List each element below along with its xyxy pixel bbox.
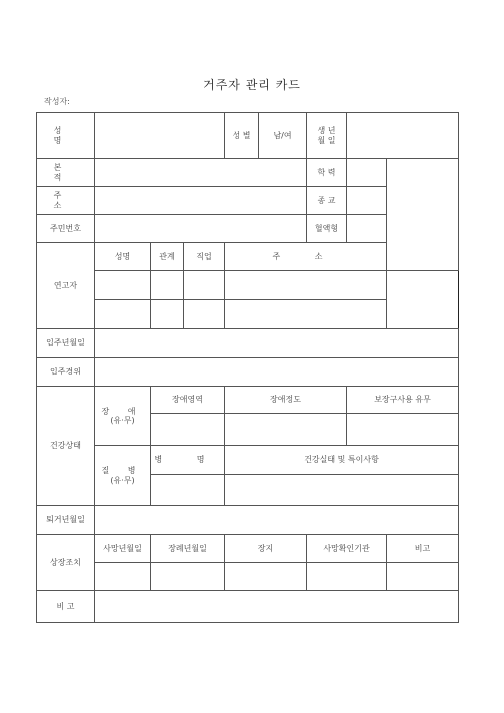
death-confirmation-input[interactable] <box>307 563 387 591</box>
disability-degree-header: 장애정도 <box>225 387 347 414</box>
death-date-input[interactable] <box>95 563 151 591</box>
admission-reason-label: 입주경위 <box>37 358 95 387</box>
guardian-2-job[interactable] <box>184 300 225 329</box>
resident-card-form <box>36 112 459 623</box>
birth-input[interactable] <box>347 113 459 159</box>
funeral-remarks-header: 비고 <box>387 535 459 563</box>
guardian-2-relation[interactable] <box>151 300 184 329</box>
disability-label-line1: 장 애 <box>101 406 144 416</box>
guardian-section-label: 연고자 <box>37 243 95 329</box>
guardian-1-relation[interactable] <box>151 271 184 300</box>
death-date-header: 사망년월일 <box>95 535 151 563</box>
guardian-1-name[interactable] <box>95 271 151 300</box>
disease-label-line2: (유·무) <box>110 475 135 485</box>
religion-label: 종 교 <box>307 187 347 215</box>
guardian-2-address[interactable] <box>225 300 387 329</box>
photo-box[interactable] <box>387 159 459 271</box>
assistive-device-header: 보장구사용 유무 <box>347 387 459 414</box>
disability-degree-input[interactable] <box>225 414 347 446</box>
disability-label <box>95 387 151 446</box>
birth-label <box>307 113 347 159</box>
domicile-input[interactable] <box>95 159 307 187</box>
education-input[interactable] <box>347 159 387 187</box>
resident-number-label: 주민번호 <box>37 215 95 243</box>
guardian-header-name: 성명 <box>95 243 151 271</box>
resident-number-input[interactable] <box>95 215 307 243</box>
address-input[interactable] <box>95 187 307 215</box>
writer-label: 작성자: <box>44 97 70 106</box>
birth-label-line2: 월 일 <box>317 135 336 145</box>
remarks-label: 비 고 <box>37 591 95 623</box>
disability-label-line2: (유·무) <box>110 416 135 425</box>
address-label: 주 소 <box>37 187 95 215</box>
education-label: 학 력 <box>307 159 347 187</box>
disease-label <box>95 446 151 506</box>
religion-input[interactable] <box>347 187 387 215</box>
health-condition-header: 건강실태 및 특이사항 <box>225 446 459 475</box>
guardian-header-relation: 관계 <box>151 243 184 271</box>
page-title: 거주자 관리 카드 <box>203 78 301 92</box>
remarks-input[interactable] <box>95 591 459 623</box>
name-label: 성 명 <box>37 113 95 159</box>
disability-area-input[interactable] <box>151 414 225 446</box>
blood-type-label: 혈액형 <box>307 215 347 243</box>
admission-date-label: 입주년월일 <box>37 329 95 358</box>
health-section-label: 건강상태 <box>37 387 95 506</box>
assistive-device-input[interactable] <box>347 414 459 446</box>
gender-input[interactable]: 남/여 <box>259 113 307 159</box>
discharge-date-label: 퇴거년월일 <box>37 506 95 535</box>
burial-place-header: 장지 <box>225 535 307 563</box>
death-confirmation-header: 사망확인기관 <box>307 535 387 563</box>
funeral-section-label: 상장조치 <box>37 535 95 591</box>
guardian-1-address[interactable] <box>225 271 387 300</box>
guardian-header-address: 주 소 <box>225 243 387 271</box>
funeral-remarks-input[interactable] <box>387 563 459 591</box>
admission-reason-input[interactable] <box>95 358 459 387</box>
funeral-date-input[interactable] <box>151 563 225 591</box>
guardian-1-job[interactable] <box>184 271 225 300</box>
guardian-2-name[interactable] <box>95 300 151 329</box>
admission-date-input[interactable] <box>95 329 459 358</box>
guardian-header-job: 직업 <box>184 243 225 271</box>
disability-area-header: 장애영역 <box>151 387 225 414</box>
birth-label-line1: 생 년 <box>317 126 336 136</box>
burial-place-input[interactable] <box>225 563 307 591</box>
disease-name-header: 병 명 <box>151 446 225 475</box>
blood-type-input[interactable] <box>347 215 387 243</box>
name-input[interactable] <box>95 113 225 159</box>
funeral-date-header: 장례년월일 <box>151 535 225 563</box>
health-condition-input[interactable] <box>225 475 459 506</box>
discharge-date-input[interactable] <box>95 506 459 535</box>
gender-label: 성 별 <box>225 113 259 159</box>
disease-label-line1: 질 병 <box>101 466 144 476</box>
disease-name-input[interactable] <box>151 475 225 506</box>
domicile-label: 본 적 <box>37 159 95 187</box>
